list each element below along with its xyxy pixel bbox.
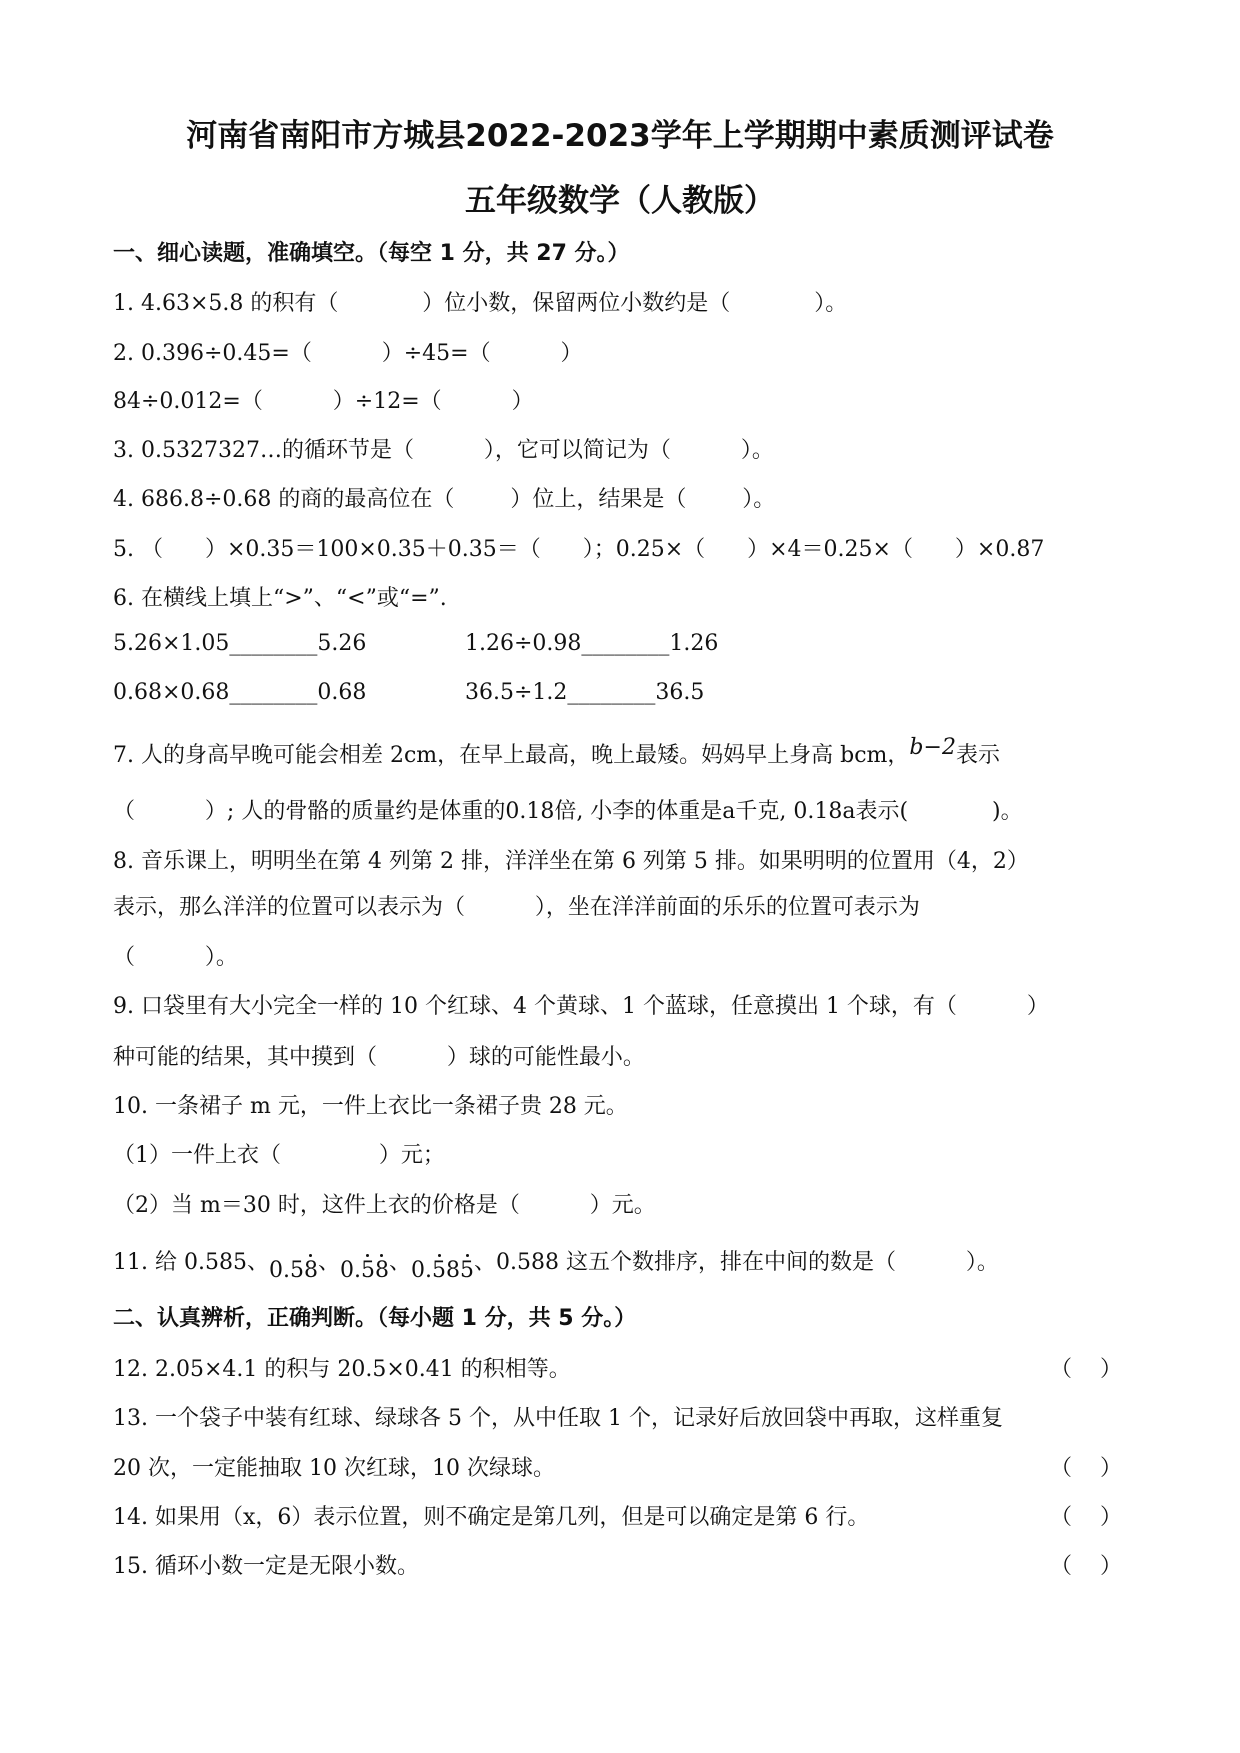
repeat-digit: 5: [432, 1258, 446, 1283]
digits: 0.: [411, 1258, 432, 1283]
compare-row-1-right: 1.26÷0.98________1.26: [465, 631, 719, 656]
question-3: 3. 0.5327327…的循环节是（ ），它可以简记为（ ）。: [113, 438, 774, 463]
question-10-part-2: （2）当 m＝30 时，这件上衣的价格是（ ）元。: [113, 1193, 656, 1218]
digits: 0.: [339, 1258, 361, 1283]
question-14: 14. 如果用（x，6）表示位置，则不确定是第几列，但是可以确定是第 6 行。: [113, 1505, 870, 1530]
page-title: 河南省南阳市方城县2022-2023学年上学期期中素质测评试卷: [186, 118, 1054, 154]
question-13a: 13. 一个袋子中装有红球、绿球各 5 个，从中任取 1 个，记录好后放回袋中再取，这样重复: [113, 1406, 1003, 1431]
question-11-prefix: 11. 给 0.585、: [113, 1250, 269, 1275]
question-7a: [113, 735, 1000, 769]
compare-row-2-left: 0.68×0.68________0.68: [113, 680, 367, 705]
compare-row-2-right: 36.5÷1.2________36.5: [465, 680, 705, 705]
question-10: 10. 一条裙子 m 元，一件上衣比一条裙子贵 28 元。: [113, 1094, 628, 1119]
section-1-heading: 一、细心读题，准确填空。（每空 1 分，共 27 分。）: [113, 241, 630, 266]
page-subtitle: 五年级数学（人教版）: [465, 183, 775, 219]
question-9a: 9. 口袋里有大小完全一样的 10 个红球、4 个黄球、1 个蓝球，任意摸出 1 个球，有（ ）: [113, 994, 1049, 1019]
section-2-heading: 二、认真辨析，正确判断。（每小题 1 分，共 5 分。）: [113, 1306, 637, 1331]
question-11-suffix: 、0.588 这五个数排序，排在中间的数是（ ）。: [474, 1250, 999, 1275]
question-4: 4. 686.8÷0.68 的商的最高位在（ ）位上，结果是（ ）。: [113, 487, 776, 512]
repeating-decimal: [411, 1258, 474, 1283]
question-11: [113, 1245, 999, 1283]
answer-blank-12[interactable]: （ ）: [1050, 1357, 1122, 1382]
question-7a-text: 7. 人的身高早晚可能会相差 2cm，在早上最高，晚上最矮。妈妈早上身高 bcm，: [113, 743, 910, 768]
question-7b: （ ）; 人的骨骼的质量约是体重的0.18倍, 小李的体重是a千克, 0.18a表示( )。: [113, 799, 1023, 824]
question-1: 1. 4.63×5.8 的积有（ ）位小数，保留两位小数约是（ ）。: [113, 291, 848, 316]
question-5: 5. （ ）×0.35＝100×0.35＋0.35＝（ ）；0.25×（ ）×4＝0.25×（ ）×0.87: [113, 537, 1045, 562]
repeating-decimals: [269, 1250, 474, 1283]
answer-blank-13[interactable]: （ ）: [1050, 1456, 1122, 1481]
question-8c: （ ）。: [113, 945, 238, 970]
answer-blank-14[interactable]: （ ）: [1050, 1505, 1122, 1530]
repeat-digit: 5: [360, 1258, 375, 1283]
question-8a: 8. 音乐课上，明明坐在第 4 列第 2 排，洋洋坐在第 6 列第 5 排。如果明明的位置用（4，2）: [113, 849, 1029, 874]
repeating-decimal: [340, 1258, 389, 1283]
separator: 、: [388, 1250, 411, 1275]
question-2b: 84÷0.012=（ ）÷12=（ ）: [113, 389, 534, 414]
repeat-digit: 8: [303, 1258, 318, 1283]
question-2a: 2. 0.396÷0.45=（ ）÷45=（ ）: [113, 341, 583, 366]
question-12: 12. 2.05×4.1 的积与 20.5×0.41 的积相等。: [113, 1357, 571, 1382]
expression-b-minus-2: b−2: [909, 735, 956, 760]
answer-blank-15[interactable]: （ ）: [1050, 1554, 1122, 1579]
question-7a-tail: 表示: [955, 743, 1000, 768]
separator: 、: [317, 1250, 340, 1275]
question-8b: 表示，那么洋洋的位置可以表示为（ ），坐在洋洋前面的乐乐的位置可表示为: [113, 895, 920, 920]
question-13b: 20 次，一定能抽取 10 次红球，10 次绿球。: [113, 1456, 555, 1481]
question-9b: 种可能的结果，其中摸到（ ）球的可能性最小。: [113, 1045, 645, 1070]
digits: 8: [446, 1258, 460, 1283]
digits: 0.5: [268, 1258, 304, 1283]
repeating-decimal: [269, 1258, 318, 1283]
repeat-digit: 8: [374, 1258, 389, 1283]
question-6: 6. 在横线上填上“>”、“<”或“=”.: [113, 586, 447, 611]
repeat-digit: 5: [460, 1258, 474, 1283]
question-10-part-1: （1）一件上衣（ ）元；: [113, 1143, 445, 1168]
question-15: 15. 循环小数一定是无限小数。: [113, 1554, 419, 1579]
compare-row-1-left: 5.26×1.05________5.26: [113, 631, 367, 656]
